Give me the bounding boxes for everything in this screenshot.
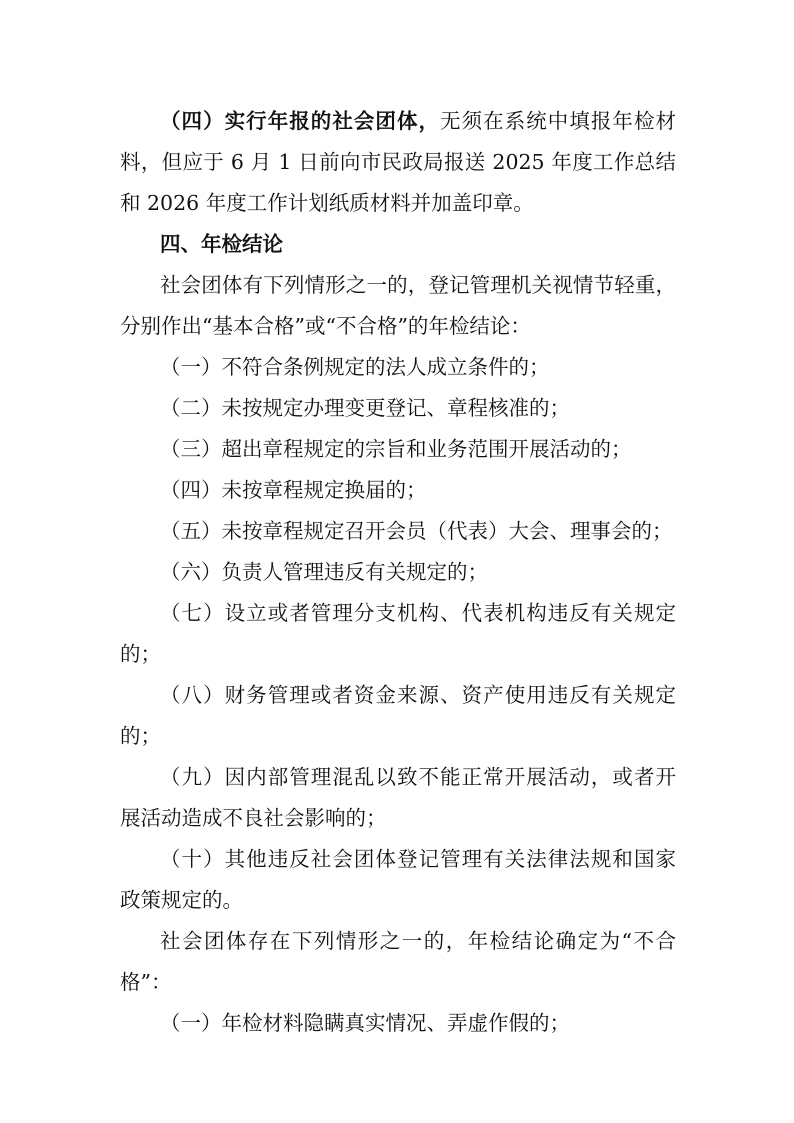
bold-lead-text: （四）实行年报的社会团体， (160, 109, 441, 133)
paragraph-line: 格”： (120, 970, 172, 994)
list-item: （十）其他违反社会团体登记管理有关法律法规和国家 (160, 847, 676, 871)
list-item-continuation: 的； (120, 642, 161, 666)
list-item: （二）未按规定办理变更登记、章程核准的； (160, 396, 570, 420)
list-item: （九）因内部管理混乱以致不能正常开展活动，或者开 (160, 765, 676, 789)
paragraph-line: 和 2026 年度工作计划纸质材料并加盖印章。 (120, 191, 534, 215)
list-item: （六）负责人管理违反有关规定的； (160, 560, 488, 584)
paragraph-line: 社会团体有下列情形之一的，登记管理机关视情节轻重， (160, 273, 676, 297)
list-item: （七）设立或者管理分支机构、代表机构违反有关规定 (160, 601, 676, 625)
list-item-continuation: 展活动造成不良社会影响的； (120, 806, 387, 830)
list-item: （一）年检材料隐瞒真实情况、弄虚作假的； (160, 1011, 570, 1035)
paragraph-text: 无须在系统中填报年检材 (440, 109, 676, 133)
list-item: （八）财务管理或者资金来源、资产使用违反有关规定 (160, 683, 676, 707)
paragraph-line: 社会团体存在下列情形之一的，年检结论确定为“不合 (160, 929, 676, 953)
paragraph-line: 料，但应于 6 月 1 日前向市民政局报送 2025 年度工作总结 (120, 150, 676, 174)
list-item: （三）超出章程规定的宗旨和业务范围开展活动的； (160, 437, 632, 461)
paragraph-line: 分别作出“基本合格”或“不合格”的年检结论： (120, 314, 531, 338)
list-item-continuation: 的； (120, 724, 161, 748)
section-heading: 四、年检结论 (160, 232, 283, 256)
list-item: （五）未按章程规定召开会员（代表）大会、理事会的； (160, 519, 673, 543)
list-item: （四）未按章程规定换届的； (160, 478, 427, 502)
list-item-continuation: 政策规定的。 (120, 888, 243, 912)
list-item: （一）不符合条例规定的法人成立条件的； (160, 355, 550, 379)
paragraph-line (160, 107, 676, 135)
